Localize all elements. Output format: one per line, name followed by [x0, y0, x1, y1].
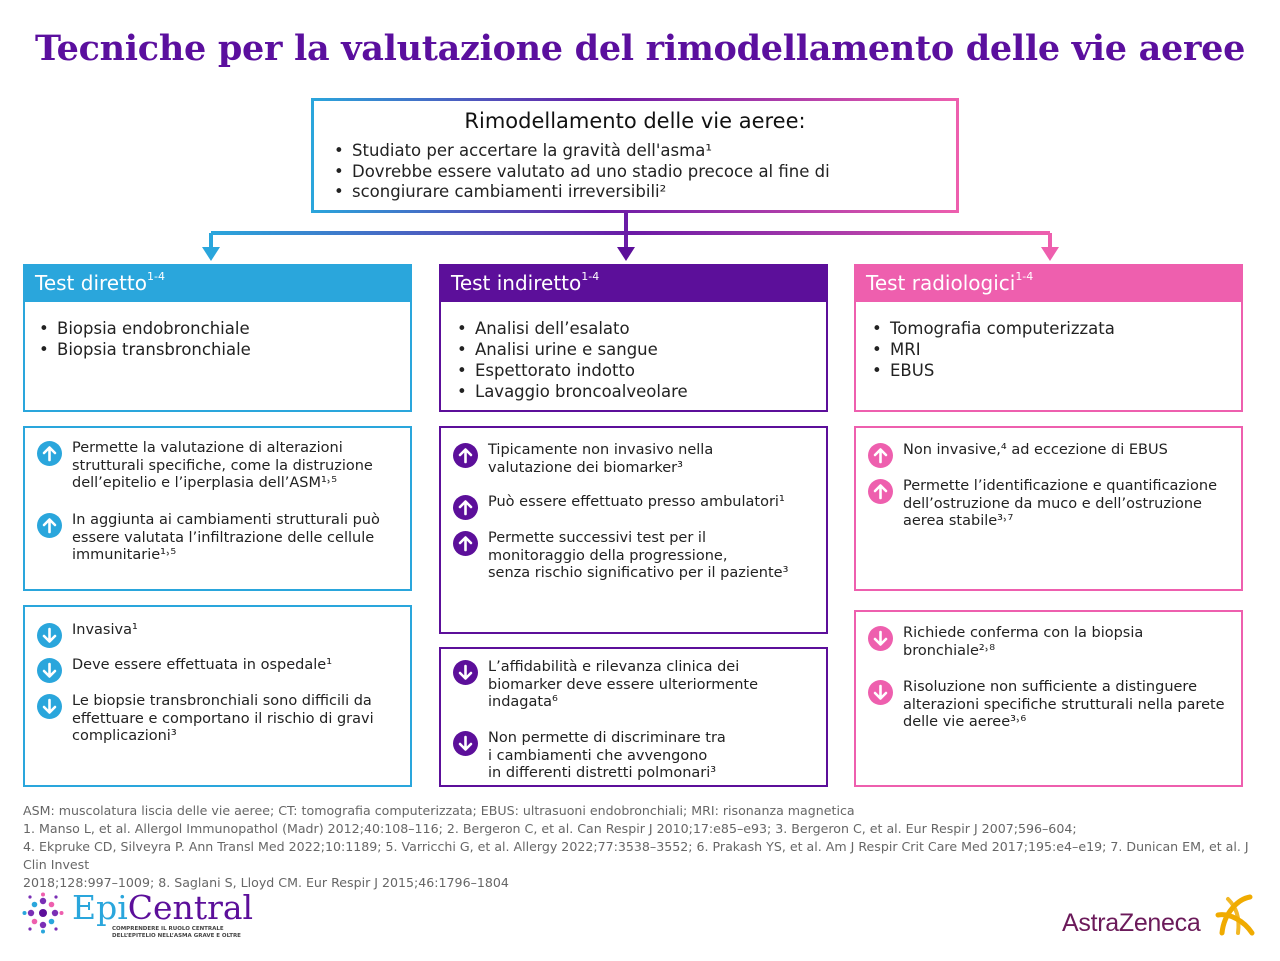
reference-line: 4. Ekpruke CD, Silveyra P. Ann Transl Med 2022;10:1189; 5. Varricchi G, et al. Allergy 2022;77:3538–3552; 6. Prakash YS, et al. Am J Respir Crit Care Med 2017;195:e4–e19; 7. Dunican EM, et al. J Clin Invest	[23, 839, 1249, 872]
con-text-line: Non permette di discriminare tra	[488, 730, 726, 746]
arrow-down-icon	[868, 626, 893, 651]
astrazeneca-symbol-icon	[1214, 893, 1256, 939]
column-indirect-items	[457, 318, 688, 402]
arrow-up-icon	[868, 479, 893, 504]
pro-text-line: dell’epitelio e l’iperplasia dell’ASM¹˒⁵	[72, 475, 338, 491]
abbreviations: ASM: muscolatura liscia delle vie aeree; CT: tomografia computerizzata; EBUS: ultrasuoni endobronchiali; MRI: risonanza magnetica	[23, 803, 855, 818]
column-direct-items	[39, 318, 251, 360]
column-indirect-cons-box	[439, 647, 828, 787]
con-text-line: indagata⁶	[488, 694, 558, 710]
summary-bullet: • Studiato per accertare la gravità dell'asma¹	[332, 141, 830, 162]
con-item	[37, 622, 402, 640]
pro-text-line: Non invasive,⁴ ad eccezione di EBUS	[903, 442, 1168, 458]
connector-arrows	[0, 0, 1280, 270]
arrow-down-icon	[37, 694, 62, 719]
column-radiology-box	[854, 264, 1243, 412]
arrow-up-icon	[453, 443, 478, 468]
pro-text-line: Permette l’identificazione e quantificazione	[903, 478, 1218, 494]
epicentral-wordmark-epi: Epi	[72, 888, 128, 927]
con-text-line: delle vie aeree³˒⁶	[903, 714, 1027, 730]
column-radiology-header	[854, 264, 1243, 302]
page-title: Tecniche per la valutazione del rimodellamento delle vie aeree	[34, 28, 1246, 69]
pro-text-line: senza rischio significativo per il paziente³	[488, 565, 789, 581]
pro-text-line: monitoraggio della progressione,	[488, 547, 728, 564]
list-item: • EBUS	[872, 360, 1115, 381]
arrow-up-icon	[453, 495, 478, 520]
column-direct-title: Test diretto	[35, 271, 148, 295]
pro-item	[453, 494, 818, 512]
summary-bullet: • Dovrebbe essere valutato ad uno stadio precoce al fine di	[332, 162, 830, 183]
column-indirect-sup: 1-4	[581, 270, 600, 283]
con-text-line: complicazioni³	[72, 728, 177, 744]
column-direct-box	[23, 264, 412, 412]
list-item: • Tomografia computerizzata	[872, 318, 1115, 339]
column-radiology-items	[872, 318, 1115, 381]
pro-item	[37, 512, 402, 565]
pro-item	[868, 442, 1233, 460]
epicentral-wordmark-central: Central	[127, 888, 254, 927]
column-radiology-title: Test radiologici	[866, 271, 1016, 295]
list-item: • Analisi urine e sangue	[457, 339, 688, 360]
pro-item	[37, 440, 402, 493]
pro-text-line: Può essere effettuato presso ambulatori¹	[488, 494, 785, 510]
reference-line: 1. Manso L, et al. Allergol Immunopathol (Madr) 2012;40:108–116; 2. Bergeron C, et al. Can Respir J 2010;17:e85–e93; 3. Bergeron C, et al. Eur Respir J 2007;596–604;	[23, 821, 1077, 836]
epicentral-tagline	[112, 926, 241, 939]
arrowhead-left	[202, 247, 220, 261]
con-item	[37, 657, 402, 675]
astrazeneca-logo	[1062, 893, 1262, 943]
summary-heading: Rimodellamento delle vie aeree:	[464, 109, 806, 133]
arrowhead-right	[1041, 247, 1059, 261]
con-item	[453, 659, 818, 712]
pro-text-line: immunitarie¹˒⁵	[72, 547, 177, 563]
summary-bullet-continuation: • scongiurare cambiamenti irreversibili²	[332, 182, 830, 203]
column-indirect-box	[439, 264, 828, 412]
con-text-line: Invasiva¹	[72, 622, 138, 638]
con-text-line: Richiede conferma con la biopsia	[903, 625, 1144, 641]
list-item: • Biopsia transbronchiale	[39, 339, 251, 360]
pro-item	[868, 478, 1233, 531]
con-text-line: in differenti distretti polmonari³	[488, 765, 717, 781]
con-item	[868, 625, 1233, 660]
pro-text-line: In aggiunta ai cambiamenti strutturali può	[72, 512, 380, 528]
list-item: • Lavaggio broncoalveolare	[457, 381, 688, 402]
pro-text-line: aerea stabile³˒⁷	[903, 513, 1014, 529]
con-text-line: L’affidabilità e rilevanza clinica dei	[488, 659, 740, 675]
con-text-line: Le biopsie transbronchiali sono difficili da	[72, 693, 372, 709]
arrow-down-icon	[453, 660, 478, 685]
con-text-line: Deve essere effettuata in ospedale¹	[72, 657, 333, 673]
con-text-line: bronchiale²˒⁸	[903, 642, 996, 659]
con-item	[37, 693, 402, 746]
column-direct-cons-box	[23, 605, 412, 787]
arrow-down-icon	[37, 623, 62, 648]
con-item	[868, 679, 1233, 732]
list-item: • Analisi dell’esalato	[457, 318, 688, 339]
pro-item	[453, 530, 818, 583]
column-indirect-title: Test indiretto	[451, 271, 582, 295]
column-indirect-pros-box	[439, 426, 828, 634]
column-radiology-pros-box	[854, 426, 1243, 591]
pro-item	[453, 442, 818, 477]
pro-text-line: strutturali specifiche, come la distruzione	[72, 457, 373, 474]
pro-text-line: essere valutata l’infiltrazione delle cellule	[72, 529, 375, 546]
epicentral-logo-icon	[22, 892, 64, 934]
con-item	[453, 730, 818, 783]
pro-text-line: Tipicamente non invasivo nella	[488, 442, 714, 458]
column-radiology-sup: 1-4	[1015, 270, 1034, 283]
column-direct-pros-box	[23, 426, 412, 591]
arrow-down-icon	[868, 680, 893, 705]
pro-text-line: valutazione dei biomarker³	[488, 459, 683, 476]
epicentral-logo	[22, 890, 262, 944]
arrow-up-icon	[37, 441, 62, 466]
epicentral-tagline-line: COMPRENDERE IL RUOLO CENTRALE	[112, 926, 224, 932]
column-direct-sup: 1-4	[147, 270, 165, 283]
connector-line	[211, 213, 1050, 250]
list-item: • MRI	[872, 339, 1115, 360]
list-item: • Biopsia endobronchiale	[39, 318, 251, 339]
column-indirect-header	[439, 264, 828, 302]
arrow-down-icon	[37, 658, 62, 683]
arrow-up-icon	[868, 443, 893, 468]
con-text-line: alterazioni specifiche strutturali nella parete	[903, 696, 1225, 713]
arrow-up-icon	[453, 531, 478, 556]
pro-text-line: Permette successivi test per il	[488, 530, 706, 546]
footnotes	[23, 802, 1253, 892]
epicentral-tagline-line: DELL’EPITELIO NELL’ASMA GRAVE E OLTRE	[112, 932, 241, 939]
pro-text-line: Permette la valutazione di alterazioni	[72, 440, 343, 456]
con-text-line: i cambiamenti che avvengono	[488, 747, 708, 764]
con-text-line: biomarker deve essere ulteriormente	[488, 676, 759, 693]
reference-line: 2018;128:997–1009; 8. Saglani S, Lloyd CM. Eur Respir J 2015;46:1796–1804	[23, 875, 509, 890]
arrow-up-icon	[37, 513, 62, 538]
arrow-down-icon	[453, 731, 478, 756]
column-direct-header	[23, 264, 412, 302]
pro-text-line: dell’ostruzione da muco e dell’ostruzione	[903, 495, 1202, 512]
con-text-line: Risoluzione non sufficiente a distinguere	[903, 679, 1197, 695]
list-item: • Espettorato indotto	[457, 360, 688, 381]
arrowhead-center	[617, 247, 635, 261]
epicentral-wordmark	[72, 888, 253, 927]
astrazeneca-wordmark: AstraZeneca	[1062, 909, 1201, 937]
con-text-line: effettuare e comportano il rischio di gravi	[72, 710, 374, 727]
column-radiology-cons-box	[854, 610, 1243, 787]
